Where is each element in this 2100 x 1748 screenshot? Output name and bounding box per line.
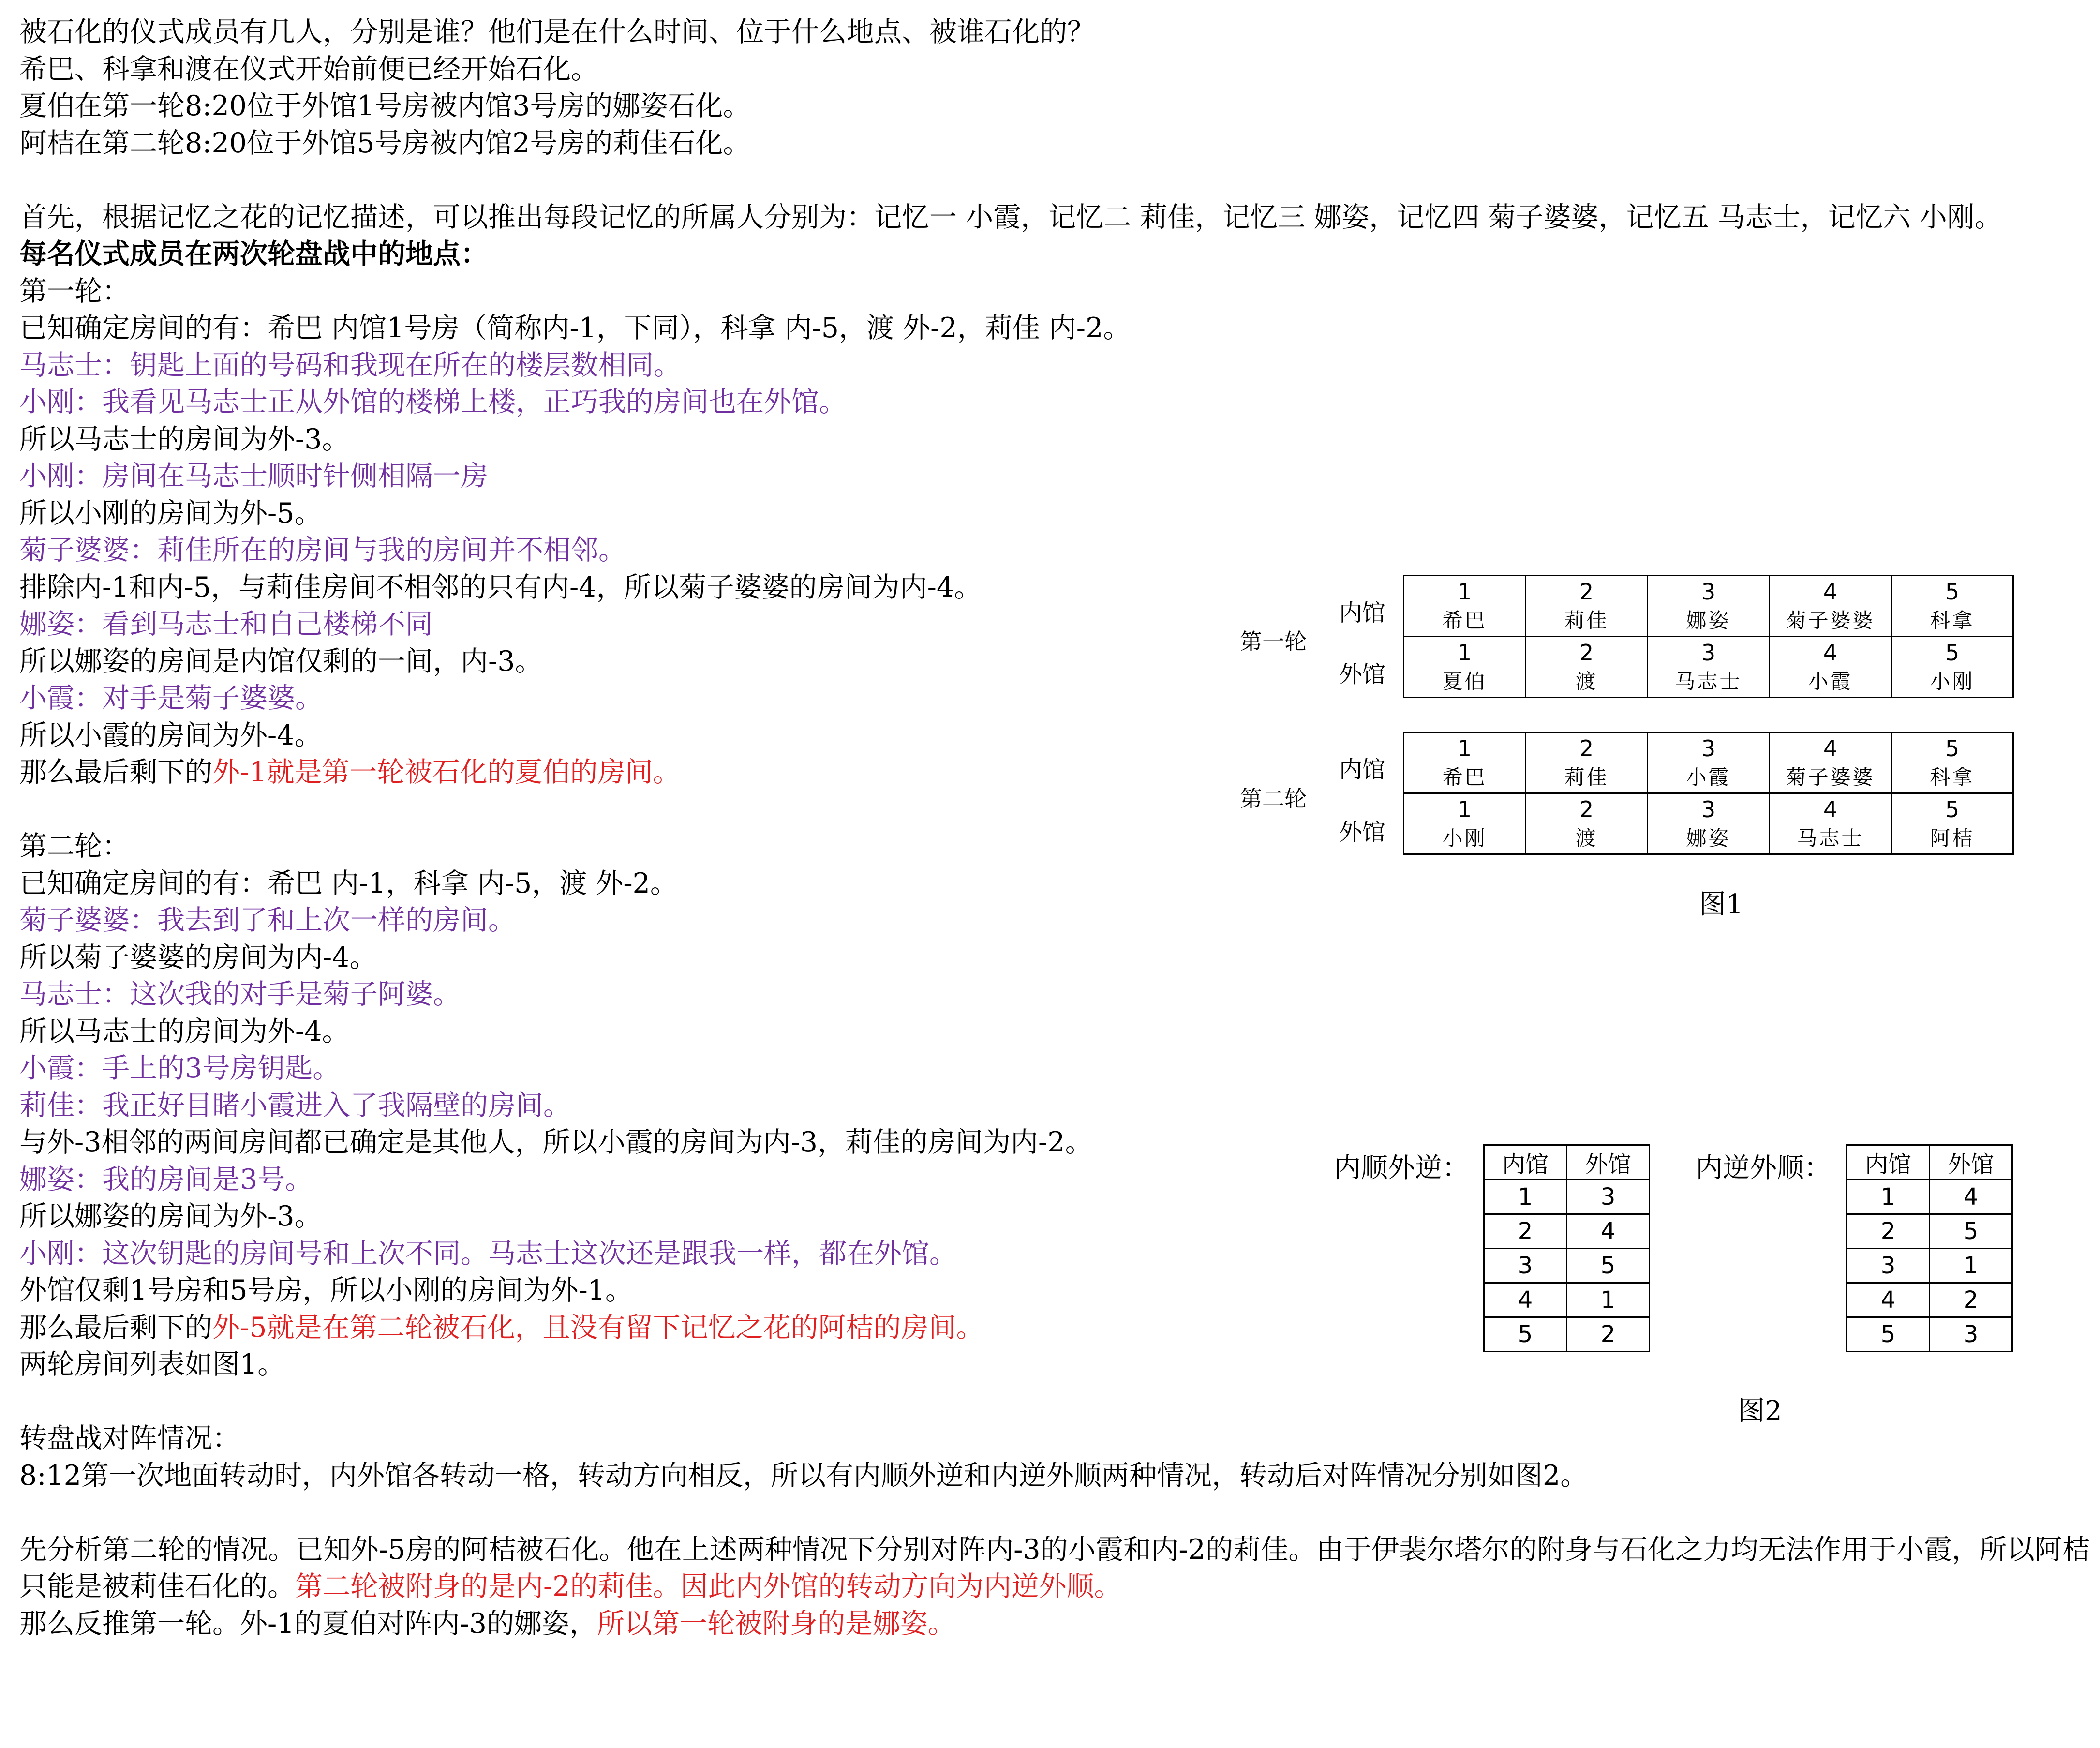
text-segment: 被石化的仪式成员有几人，分别是谁？他们是在什么时间、位于什么地点、被谁石化的？ [19, 16, 1095, 48]
pairs-cell: 3 [1847, 1249, 1930, 1283]
pairs-table-2-label: 内逆外顺： [1696, 1152, 1831, 1184]
text-line [19, 1309, 2090, 1346]
room-occupant: 夏伯 [1442, 669, 1487, 693]
pairs-cell: 2 [1567, 1317, 1650, 1352]
pairs-row [1484, 1283, 1650, 1317]
room-occupant: 阿桔 [1930, 826, 1975, 850]
pairs-row [1847, 1249, 2012, 1283]
quote-purple: 娜姿：我的房间是3号。 [19, 1163, 313, 1195]
round-1-room-table [1403, 575, 2014, 698]
round-2-inner-label: 内馆 [1339, 756, 1386, 783]
section-heading [19, 236, 2090, 273]
room-cell [1770, 732, 1891, 793]
text-line [19, 495, 2090, 532]
room-occupant: 科拿 [1930, 765, 1975, 789]
text-line [19, 1531, 2090, 1605]
quote-purple: 马志士：这次我的对手是菊子阿婆。 [19, 978, 461, 1010]
pairs-cell: 3 [1484, 1249, 1567, 1283]
room-cell [1770, 576, 1891, 637]
pairs-header-row [1484, 1145, 1650, 1180]
text-line [19, 939, 2090, 976]
room-number: 2 [1579, 639, 1594, 666]
room-cell [1404, 637, 1526, 698]
room-cell [1526, 793, 1648, 854]
room-number: 5 [1945, 578, 1960, 605]
pairs-row [1847, 1283, 2012, 1317]
text-segment: 转盘战对阵情况： [19, 1422, 240, 1454]
pairs-cell: 4 [1847, 1283, 1930, 1317]
text-segment: 已知确定房间的有：希巴 内馆1号房（简称内-1，下同），科拿 内-5，渡 外-2，莉佳 内-2。 [19, 312, 1131, 344]
room-row-inner [1404, 732, 2013, 793]
room-number: 5 [1945, 796, 1960, 822]
text-segment: 那么反推第一轮。外-1的夏伯对阵内-3的娜姿， [19, 1607, 597, 1640]
pairs-cell: 5 [1847, 1317, 1930, 1352]
room-number: 4 [1823, 578, 1838, 605]
text-segment: 第二轮： [19, 830, 130, 862]
text-line [19, 532, 2090, 569]
text-segment: 所以娜姿的房间为外-3。 [19, 1200, 322, 1232]
text-segment: 外馆仅剩1号房和5号房，所以小刚的房间为外-1。 [19, 1274, 633, 1306]
room-occupant: 小刚 [1442, 826, 1487, 850]
room-cell [1648, 576, 1770, 637]
pairs-table-1-label: 内顺外逆： [1334, 1152, 1469, 1184]
text-line [19, 1457, 2090, 1494]
text-line [19, 458, 2090, 495]
highlight-red: 外-1就是第一轮被石化的夏伯的房间。 [212, 756, 681, 788]
pairs-cell: 2 [1930, 1283, 2012, 1317]
pairs-cell: 1 [1847, 1180, 1930, 1214]
room-number: 3 [1701, 639, 1716, 666]
text-segment: 所以小刚的房间为外-5。 [19, 497, 322, 529]
room-cell [1891, 793, 2013, 854]
pairs-row [1484, 1214, 1650, 1249]
pairs-header-cell: 外馆 [1567, 1145, 1650, 1180]
room-number: 1 [1457, 578, 1472, 605]
text-line [19, 273, 2090, 310]
highlight-red: 所以第一轮被附身的是娜姿。 [597, 1607, 956, 1640]
text-segment: 所以菊子婆婆的房间为内-4。 [19, 941, 377, 973]
text-line [19, 421, 2090, 458]
quote-purple: 娜姿：看到马志士和自己楼梯不同 [19, 608, 433, 640]
room-cell [1526, 732, 1648, 793]
room-occupant: 希巴 [1442, 765, 1487, 789]
text-line [19, 902, 2090, 939]
room-occupant: 马志士 [1675, 669, 1742, 693]
room-cell [1526, 637, 1648, 698]
text-segment: 两轮房间列表如图1。 [19, 1348, 285, 1380]
pairs-row [1484, 1249, 1650, 1283]
pairs-cell: 4 [1567, 1214, 1650, 1249]
room-cell [1770, 793, 1891, 854]
room-occupant: 渡 [1575, 826, 1598, 850]
room-number: 2 [1579, 578, 1594, 605]
round-2-label: 第二轮 [1240, 786, 1307, 812]
text-segment: 与外-3相邻的两间房间都已确定是其他人，所以小霞的房间为内-3，莉佳的房间为内-2。 [19, 1126, 1093, 1158]
room-number: 3 [1701, 796, 1716, 822]
text-line [19, 1198, 2090, 1235]
pairs-header-cell: 内馆 [1484, 1145, 1567, 1180]
round-1-label: 第一轮 [1240, 628, 1307, 655]
room-occupant: 娜姿 [1686, 608, 1731, 632]
pairs-cell: 4 [1930, 1180, 2012, 1214]
room-number: 4 [1823, 639, 1838, 666]
room-occupant: 菊子婆婆 [1786, 608, 1875, 632]
text-segment: 阿桔在第二轮8:20位于外馆5号房被内馆2号房的莉佳石化。 [19, 127, 751, 159]
text-line [19, 347, 2090, 384]
pairs-cell: 4 [1484, 1283, 1567, 1317]
text-segment: 先分析第二轮的情况。已知外-5房的阿桔被石化。他在上述两种情况下分别对阵内-3的小霞和内-2的莉佳。由于伊裴尔塔尔的附身与石化之力均无法作用于小霞，所以阿桔只能是被莉佳石化的。 [19, 1533, 2090, 1602]
room-number: 1 [1457, 796, 1472, 822]
figure-2-caption: 图2 [1738, 1395, 1782, 1427]
text-line [19, 384, 2090, 421]
text-segment: 那么最后剩下的 [19, 1311, 212, 1344]
room-occupant: 小霞 [1686, 765, 1731, 789]
room-number: 1 [1457, 639, 1472, 666]
text-segment: 那么最后剩下的 [19, 756, 212, 788]
round-1-outer-label: 外馆 [1339, 661, 1386, 688]
quote-purple: 小刚：房间在马志士顺时针侧相隔一房 [19, 460, 488, 492]
room-row-outer [1404, 793, 2013, 854]
room-number: 4 [1823, 735, 1838, 762]
pairs-row [1847, 1214, 2012, 1249]
figure-1-caption: 图1 [1699, 889, 1743, 920]
text-line [19, 976, 2090, 1013]
quote-purple: 小刚：我看见马志士正从外馆的楼梯上楼，正巧我的房间也在外馆。 [19, 386, 847, 418]
pairs-cell: 2 [1484, 1214, 1567, 1249]
quote-purple: 马志士：钥匙上面的号码和我现在所在的楼层数相同。 [19, 349, 681, 381]
room-number: 2 [1579, 796, 1594, 822]
text-line [19, 310, 2090, 347]
text-segment: 排除内-1和内-5，与莉佳房间不相邻的只有内-4，所以菊子婆婆的房间为内-4。 [19, 571, 982, 603]
text-segment: 夏伯在第一轮8:20位于外馆1号房被内馆3号房的娜姿石化。 [19, 90, 751, 122]
quote-purple: 小霞：手上的3号房钥匙。 [19, 1052, 341, 1084]
room-occupant: 渡 [1575, 669, 1598, 693]
text-line [19, 1013, 2090, 1050]
pairs-row [1847, 1317, 2012, 1352]
text-segment: 所以马志士的房间为外-3。 [19, 423, 350, 455]
text-segment: 所以马志士的房间为外-4。 [19, 1015, 350, 1047]
room-cell [1404, 732, 1526, 793]
text-line [19, 865, 2090, 902]
text-line [19, 1605, 2090, 1643]
text-line [19, 1235, 2090, 1272]
room-cell [1891, 637, 2013, 698]
text-line [19, 1346, 2090, 1383]
quote-purple: 莉佳：我正好目睹小霞进入了我隔壁的房间。 [19, 1089, 571, 1121]
room-occupant: 马志士 [1797, 826, 1864, 850]
room-cell [1891, 576, 2013, 637]
highlight-red: 外-5就是在第二轮被石化，且没有留下记忆之花的阿桔的房间。 [212, 1311, 984, 1344]
pairs-cell: 5 [1567, 1249, 1650, 1283]
text-segment: 所以小霞的房间为外-4。 [19, 719, 322, 751]
room-occupant: 菊子婆婆 [1786, 765, 1875, 789]
room-occupant: 莉佳 [1564, 765, 1609, 789]
text-line [19, 1272, 2090, 1309]
room-cell [1404, 576, 1526, 637]
room-number: 3 [1701, 735, 1716, 762]
round-2-outer-label: 外馆 [1339, 819, 1386, 846]
room-row-inner [1404, 576, 2013, 637]
text-line [19, 51, 2090, 88]
pairs-cell: 1 [1930, 1249, 2012, 1283]
room-number: 4 [1823, 796, 1838, 822]
room-occupant: 小霞 [1808, 669, 1853, 693]
text-line [19, 1087, 2090, 1124]
pairs-cell: 1 [1484, 1180, 1567, 1214]
text-segment: 已知确定房间的有：希巴 内-1，科拿 内-5，渡 外-2。 [19, 867, 678, 899]
room-row-outer [1404, 637, 2013, 698]
highlight-red: 第二轮被附身的是内-2的莉佳。因此内外馆的转动方向为内逆外顺。 [295, 1570, 1122, 1602]
pairs-row [1847, 1180, 2012, 1214]
room-cell [1526, 576, 1648, 637]
pairs-cell: 2 [1847, 1214, 1930, 1249]
room-occupant: 莉佳 [1564, 608, 1609, 632]
quote-purple: 小刚：这次钥匙的房间号和上次不同。马志士这次还是跟我一样，都在外馆。 [19, 1237, 957, 1270]
blank-line [19, 1494, 2090, 1531]
room-cell [1404, 793, 1526, 854]
pairs-table-inner-cw-outer-ccw [1483, 1144, 1650, 1352]
text-segment: 每名仪式成员在两次轮盘战中的地点： [19, 238, 488, 270]
room-number: 2 [1579, 735, 1594, 762]
pairs-cell: 3 [1930, 1317, 2012, 1352]
pairs-table-inner-ccw-outer-cw [1846, 1144, 2013, 1352]
text-line [19, 199, 2090, 236]
room-cell [1891, 732, 2013, 793]
text-segment: 希巴、科拿和渡在仪式开始前便已经开始石化。 [19, 53, 598, 85]
quote-purple: 菊子婆婆：我去到了和上次一样的房间。 [19, 904, 516, 936]
pairs-cell: 5 [1930, 1214, 2012, 1249]
text-segment: 8:12第一次地面转动时，内外馆各转动一格，转动方向相反，所以有内顺外逆和内逆外顺两种情况，转动后对阵情况分别如图2。 [19, 1459, 1588, 1492]
pairs-row [1484, 1180, 1650, 1214]
pairs-cell: 3 [1567, 1180, 1650, 1214]
blank-line [19, 162, 2090, 199]
quote-purple: 小霞：对手是菊子婆婆。 [19, 682, 323, 714]
room-occupant: 小刚 [1930, 669, 1975, 693]
text-segment: 所以娜姿的房间是内馆仅剩的一间，内-3。 [19, 645, 543, 677]
pairs-cell: 1 [1567, 1283, 1650, 1317]
room-occupant: 希巴 [1442, 608, 1487, 632]
room-cell [1648, 793, 1770, 854]
room-cell [1770, 637, 1891, 698]
text-line [19, 125, 2090, 162]
pairs-cell: 5 [1484, 1317, 1567, 1352]
quote-purple: 菊子婆婆：莉佳所在的房间与我的房间并不相邻。 [19, 534, 626, 566]
room-number: 5 [1945, 735, 1960, 762]
text-line [19, 1050, 2090, 1087]
text-line [19, 88, 2090, 125]
pairs-header-cell: 内馆 [1847, 1145, 1930, 1180]
room-number: 1 [1457, 735, 1472, 762]
room-occupant: 科拿 [1930, 608, 1975, 632]
room-number: 3 [1701, 578, 1716, 605]
room-occupant: 娜姿 [1686, 826, 1731, 850]
text-segment: 第一轮： [19, 275, 130, 307]
text-line [19, 14, 2090, 51]
round-2-room-table [1403, 732, 2014, 855]
room-number: 5 [1945, 639, 1960, 666]
pairs-header-row [1847, 1145, 2012, 1180]
room-cell [1648, 637, 1770, 698]
pairs-row [1484, 1317, 1650, 1352]
room-cell [1648, 732, 1770, 793]
text-segment: 首先，根据记忆之花的记忆描述，可以推出每段记忆的所属人分别为：记忆一 小霞，记忆二 莉佳，记忆三 娜姿，记忆四 菊子婆婆，记忆五 马志士，记忆六 小刚。 [19, 201, 2002, 233]
pairs-header-cell: 外馆 [1930, 1145, 2012, 1180]
round-1-inner-label: 内馆 [1339, 599, 1386, 627]
